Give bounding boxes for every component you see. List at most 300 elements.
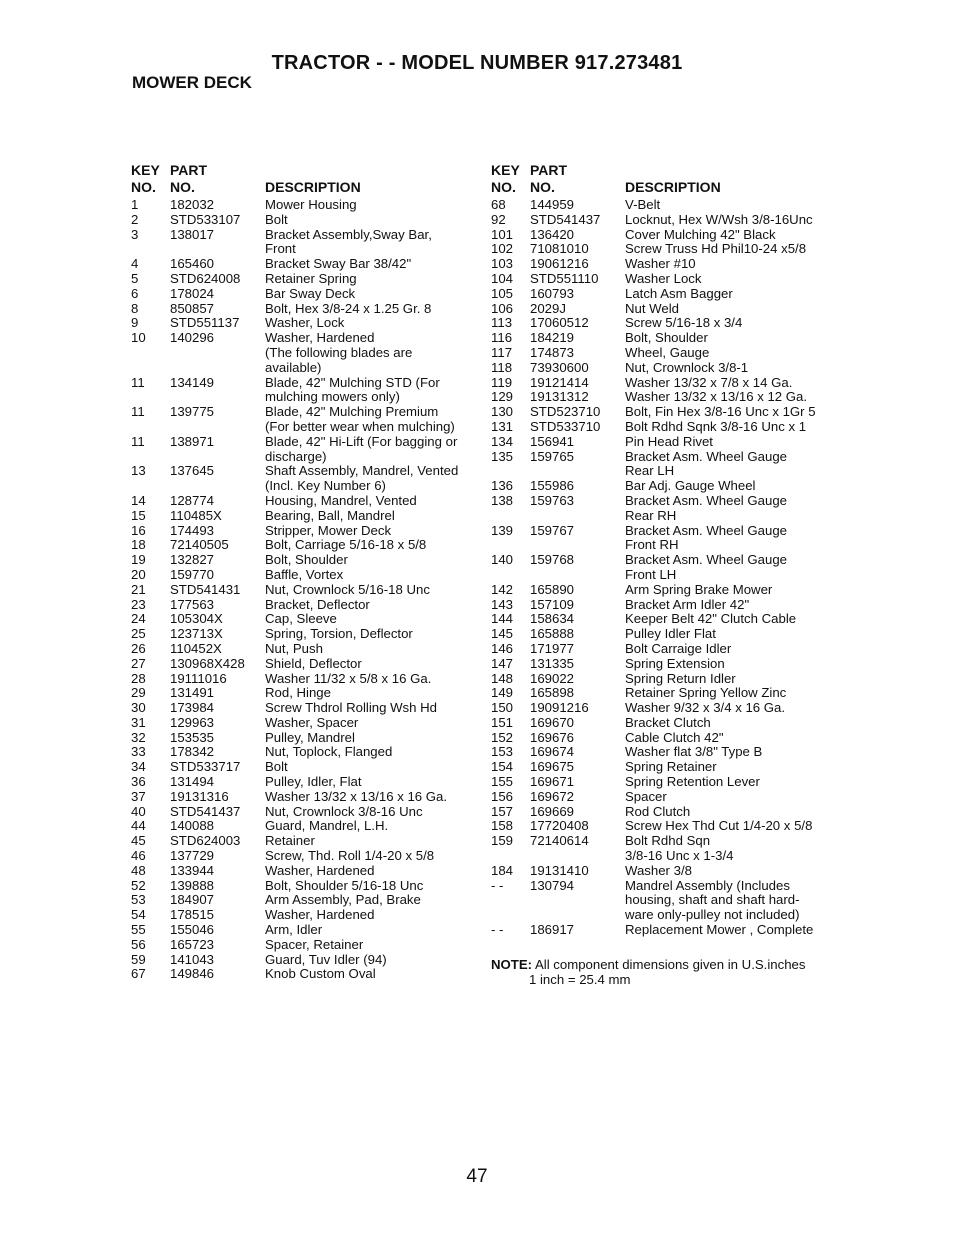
table-row: [131, 760, 476, 775]
part-description: [625, 612, 836, 627]
table-row: [131, 745, 476, 760]
description-line: Washer #10: [625, 256, 696, 272]
key-number: 103: [491, 256, 514, 272]
description-line: (The following blades are: [265, 344, 413, 360]
part-description: [265, 893, 476, 908]
key-number: 2: [131, 211, 139, 227]
table-row: [491, 420, 836, 435]
part-description: [625, 479, 836, 494]
part-number: 140296: [170, 330, 215, 346]
table-row: [491, 287, 836, 302]
part-number: 169669: [530, 803, 575, 819]
table-row: [491, 583, 836, 598]
part-description: [265, 598, 476, 613]
table-row: [131, 583, 476, 598]
part-description: [625, 745, 836, 760]
key-number: 3: [131, 226, 139, 242]
key-number: 16: [131, 522, 146, 538]
table-row: [131, 923, 476, 938]
key-number: 146: [491, 640, 514, 656]
table-row: [491, 805, 836, 820]
key-number: 25: [131, 626, 146, 642]
description-line: Screw, Thd. Roll 1/4-20 x 5/8: [265, 848, 435, 864]
table-row: [491, 598, 836, 613]
description-line: Bolt, Fin Hex 3/8-16 Unc x 1Gr 5: [625, 404, 816, 420]
key-number: 20: [131, 566, 146, 582]
part-description: [625, 257, 836, 272]
description-line: Spring Retention Lever: [625, 774, 760, 790]
description-line: Bolt: [265, 211, 288, 227]
description-line: Bracket Asm. Wheel Gauge: [625, 552, 787, 568]
description-line: Blade, 42" Mulching STD (For: [265, 374, 440, 390]
key-number: 148: [491, 670, 514, 686]
description-line: Bolt Carraige Idler: [625, 640, 732, 656]
part-description: [265, 790, 476, 805]
page-number: 47: [466, 1166, 488, 1187]
part-number: 19131312: [530, 389, 589, 405]
part-description: [625, 405, 836, 420]
table-row: [491, 834, 836, 864]
part-number: 19121414: [530, 374, 589, 390]
part-number: 131335: [530, 655, 575, 671]
table-row: [491, 864, 836, 879]
part-description: [625, 287, 836, 302]
table-row: [131, 908, 476, 923]
part-number: 160793: [530, 285, 575, 301]
part-number: 123713X: [170, 626, 223, 642]
part-number: 169676: [530, 729, 575, 745]
description-line: Nut Weld: [625, 300, 679, 316]
key-number: 54: [131, 907, 146, 923]
part-description: [625, 657, 836, 672]
description-line: Spacer, Retainer: [265, 936, 364, 952]
part-description: [625, 686, 836, 701]
description-line: 3/8-16 Unc x 1-3/4: [625, 848, 734, 864]
part-description: [625, 553, 836, 583]
table-row: [131, 672, 476, 687]
table-row: [131, 213, 476, 228]
table-row: [491, 346, 836, 361]
part-description: [265, 908, 476, 923]
key-number: 9: [131, 315, 139, 331]
table-row: [491, 627, 836, 642]
table-row: [131, 731, 476, 746]
part-number: 72140614: [530, 833, 589, 849]
part-number: 169675: [530, 759, 575, 775]
parts-table-left: [131, 162, 476, 982]
description-line: Stripper, Mower Deck: [265, 522, 392, 538]
key-number: 117: [491, 344, 513, 360]
part-number: 156941: [530, 433, 575, 449]
description-line: (Incl. Key Number 6): [265, 478, 386, 494]
key-number: 150: [491, 700, 514, 716]
key-number: 147: [491, 655, 514, 671]
description-line: Arm Spring Brake Mower: [625, 581, 773, 597]
description-line: Nut, Crownlock 5/16-18 Unc: [265, 581, 430, 597]
part-number: 158634: [530, 611, 575, 627]
table-row: [131, 553, 476, 568]
description-line: Bar Sway Deck: [265, 285, 356, 301]
parts-list: [131, 198, 476, 982]
part-description: [265, 627, 476, 642]
key-number: 4: [131, 256, 139, 272]
part-description: [265, 805, 476, 820]
part-description: [265, 745, 476, 760]
part-description: [265, 435, 476, 465]
key-number: 118: [491, 359, 513, 375]
part-number: 144959: [530, 197, 575, 212]
part-number: 19131316: [170, 788, 229, 804]
key-number: 144: [491, 611, 514, 627]
key-number: 27: [131, 655, 146, 671]
description-line: Bracket Assembly,Sway Bar,: [265, 226, 432, 242]
part-number: 155046: [170, 922, 215, 938]
key-number: 10: [131, 330, 146, 346]
description-line: Rear RH: [625, 507, 677, 523]
part-number: STD541437: [530, 211, 601, 227]
key-number: 24: [131, 611, 146, 627]
part-description: [265, 272, 476, 287]
part-description: [265, 879, 476, 894]
description-line: Bracket Asm. Wheel Gauge: [625, 448, 787, 464]
part-description: [625, 316, 836, 331]
table-row: [131, 509, 476, 524]
table-row: [491, 361, 836, 376]
part-number: STD541431: [170, 581, 241, 597]
part-number: STD541437: [170, 803, 241, 819]
table-row: [131, 686, 476, 701]
description-line: Rod, Hinge: [265, 685, 331, 701]
part-description: [265, 257, 476, 272]
part-number: 178024: [170, 285, 215, 301]
part-number: 19091216: [530, 700, 589, 716]
key-number: 37: [131, 788, 146, 804]
table-row: [131, 805, 476, 820]
part-number: 139775: [170, 404, 215, 420]
table-row: [131, 316, 476, 331]
description-line: Pin Head Rivet: [625, 433, 713, 449]
part-description: [265, 760, 476, 775]
part-number: 184219: [530, 330, 575, 346]
key-number: 119: [491, 374, 513, 390]
part-description: [625, 302, 836, 317]
part-number: 174493: [170, 522, 215, 538]
key-no-header: KEY NO.: [491, 162, 520, 195]
description-header: DESCRIPTION: [625, 179, 721, 195]
description-line: available): [265, 359, 322, 375]
part-description: [265, 657, 476, 672]
key-number: 138: [491, 492, 514, 508]
part-number: 169022: [530, 670, 575, 686]
part-description: [625, 627, 836, 642]
part-number: 165890: [530, 581, 575, 597]
description-line: Cover Mulching 42" Black: [625, 226, 776, 242]
table-row: [491, 302, 836, 317]
part-number: 138971: [170, 433, 215, 449]
table-row: [491, 198, 836, 213]
description-line: Bolt, Shoulder: [625, 330, 708, 346]
description-line: Bracket Asm. Wheel Gauge: [625, 522, 787, 538]
description-line: Washer, Hardened: [265, 862, 375, 878]
key-number: 92: [491, 211, 506, 227]
table-row: [131, 568, 476, 583]
part-description: [265, 331, 476, 375]
key-number: 155: [491, 774, 514, 790]
part-number: 155986: [530, 478, 575, 494]
part-description: [625, 583, 836, 598]
description-line: Screw Thdrol Rolling Wsh Hd: [265, 700, 437, 716]
part-description: [625, 376, 836, 391]
description-line: Retainer: [265, 833, 315, 849]
table-row: [131, 287, 476, 302]
description-line: discharge): [265, 448, 327, 464]
table-row: [131, 938, 476, 953]
table-header: [131, 162, 476, 198]
description-line: Nut, Push: [265, 640, 323, 656]
description-line: (For better wear when mulching): [265, 418, 455, 434]
key-number: 116: [491, 330, 513, 346]
description-line: Washer, Hardened: [265, 907, 375, 923]
part-description: [625, 242, 836, 257]
table-row: [491, 657, 836, 672]
key-number: 29: [131, 685, 146, 701]
part-description: [265, 672, 476, 687]
table-row: [131, 627, 476, 642]
table-row: [491, 494, 836, 524]
key-number: 53: [131, 892, 146, 908]
key-number: 106: [491, 300, 514, 316]
part-number: STD533710: [530, 418, 601, 434]
part-description: [625, 775, 836, 790]
part-description: [625, 642, 836, 657]
table-row: [131, 642, 476, 657]
part-number: STD533107: [170, 211, 241, 227]
description-line: Pulley, Mandrel: [265, 729, 355, 745]
key-number: 142: [491, 581, 514, 597]
part-description: [625, 331, 836, 346]
table-row: [131, 790, 476, 805]
part-number: 17060512: [530, 315, 589, 331]
table-row: [491, 213, 836, 228]
key-number: 113: [491, 315, 513, 331]
key-number: 152: [491, 729, 514, 745]
table-row: [491, 760, 836, 775]
part-number: 149846: [170, 966, 215, 982]
part-number: 159763: [530, 492, 575, 508]
part-description: [265, 834, 476, 849]
key-number: 30: [131, 700, 146, 716]
part-description: [265, 716, 476, 731]
table-row: [131, 849, 476, 864]
description-line: Locknut, Hex W/Wsh 3/8-16Unc: [625, 211, 813, 227]
table-row: [491, 376, 836, 391]
description-line: Mower Housing: [265, 197, 357, 212]
part-description: [265, 583, 476, 598]
part-number: 134149: [170, 374, 215, 390]
part-description: [625, 346, 836, 361]
part-description: [625, 435, 836, 450]
table-row: [491, 272, 836, 287]
key-number: 31: [131, 714, 146, 730]
description-line: Nut, Crownlock 3/8-16 Unc: [265, 803, 423, 819]
description-line: Bolt, Shoulder: [265, 552, 348, 568]
description-line: Spring Return Idler: [625, 670, 736, 686]
part-description: [265, 302, 476, 317]
part-number: 19061216: [530, 256, 589, 272]
table-row: [131, 538, 476, 553]
table-row: [491, 923, 836, 938]
description-line: Washer, Lock: [265, 315, 345, 331]
dimension-note: [491, 957, 836, 987]
description-line: Rod Clutch: [625, 803, 691, 819]
part-number: 177563: [170, 596, 215, 612]
part-description: [265, 775, 476, 790]
part-description: [265, 405, 476, 435]
table-row: [131, 864, 476, 879]
description-line: Shield, Deflector: [265, 655, 362, 671]
part-description: [625, 228, 836, 243]
key-number: 36: [131, 774, 146, 790]
table-row: [491, 819, 836, 834]
description-line: Spacer: [625, 788, 667, 804]
description-line: Keeper Belt 42" Clutch Cable: [625, 611, 797, 627]
part-number: 138017: [170, 226, 215, 242]
part-number: 165898: [530, 685, 575, 701]
part-number: 132827: [170, 552, 215, 568]
description-line: Spring, Torsion, Deflector: [265, 626, 413, 642]
table-row: [131, 464, 476, 494]
description-line: Washer 11/32 x 5/8 x 16 Ga.: [265, 670, 432, 686]
description-line: Housing, Mandrel, Vented: [265, 492, 417, 508]
key-number: 56: [131, 936, 146, 952]
table-row: [131, 228, 476, 258]
table-header: [491, 162, 836, 198]
part-number: 153535: [170, 729, 215, 745]
description-header: DESCRIPTION: [265, 179, 361, 195]
part-number: 131491: [170, 685, 215, 701]
part-description: [625, 923, 836, 938]
part-number: 182032: [170, 197, 215, 212]
table-row: [131, 494, 476, 509]
table-row: [131, 198, 476, 213]
part-number: 184907: [170, 892, 215, 908]
part-number: 159765: [530, 448, 575, 464]
key-number: 151: [491, 714, 514, 730]
part-number: 186917: [530, 922, 575, 938]
description-line: Cap, Sleeve: [265, 611, 337, 627]
part-description: [265, 464, 476, 494]
description-line: Bar Adj. Gauge Wheel: [625, 478, 756, 494]
key-number: 130: [491, 404, 514, 420]
table-row: [131, 819, 476, 834]
description-line: Washer, Hardened: [265, 330, 375, 346]
table-row: [131, 272, 476, 287]
part-number: 139888: [170, 877, 215, 893]
description-line: Replacement Mower , Complete: [625, 922, 814, 938]
part-description: [265, 538, 476, 553]
part-number: 174873: [530, 344, 575, 360]
part-number: 169671: [530, 774, 575, 790]
part-description: [625, 805, 836, 820]
part-description: [265, 376, 476, 406]
description-line: Guard, Mandrel, L.H.: [265, 818, 389, 834]
part-number: 850857: [170, 300, 215, 316]
key-number: 104: [491, 270, 514, 286]
key-number: 44: [131, 818, 146, 834]
description-line: Washer 13/32 x 7/8 x 14 Ga.: [625, 374, 793, 390]
part-description: [625, 790, 836, 805]
table-row: [491, 257, 836, 272]
part-number: 19111016: [170, 670, 227, 686]
part-description: [625, 198, 836, 213]
part-description: [265, 228, 476, 258]
key-number: 67: [131, 966, 146, 982]
part-number: 173984: [170, 700, 215, 716]
description-line: Cable Clutch 42": [625, 729, 724, 745]
description-line: Washer 3/8: [625, 862, 692, 878]
description-line: Spring Extension: [625, 655, 725, 671]
description-line: Knob Custom Oval: [265, 966, 376, 982]
key-number: 11: [131, 433, 145, 449]
part-number: 71081010: [530, 241, 589, 257]
table-row: [491, 731, 836, 746]
part-number: 2029J: [530, 300, 566, 316]
table-row: [491, 228, 836, 243]
part-description: [265, 923, 476, 938]
table-row: [131, 331, 476, 375]
table-row: [131, 967, 476, 982]
part-number: 136420: [530, 226, 575, 242]
table-row: [131, 302, 476, 317]
description-line: Screw 5/16-18 x 3/4: [625, 315, 743, 331]
part-description: [625, 701, 836, 716]
part-description: [265, 819, 476, 834]
table-row: [131, 612, 476, 627]
table-row: [131, 775, 476, 790]
part-description: [625, 390, 836, 405]
part-number: 110485X: [170, 507, 222, 523]
key-number: 184: [491, 862, 514, 878]
key-number: 14: [131, 492, 146, 508]
key-number: 23: [131, 596, 146, 612]
key-number: 139: [491, 522, 514, 538]
description-line: Latch Asm Bagger: [625, 285, 733, 301]
table-row: [491, 612, 836, 627]
description-line: Bolt Rdhd Sqn: [625, 833, 711, 849]
key-number: 28: [131, 670, 146, 686]
description-line: Bolt Rdhd Sqnk 3/8-16 Unc x 1: [625, 418, 807, 434]
part-description: [265, 287, 476, 302]
key-number: 32: [131, 729, 146, 745]
key-number: 156: [491, 788, 514, 804]
description-line: mulching mowers only): [265, 389, 400, 405]
part-number: 159768: [530, 552, 575, 568]
part-number: 171977: [530, 640, 575, 656]
key-number: 158: [491, 818, 514, 834]
key-number: 34: [131, 759, 146, 775]
key-number: 11: [131, 374, 145, 390]
key-number: 129: [491, 389, 514, 405]
key-number: 59: [131, 951, 146, 967]
table-row: [131, 893, 476, 908]
description-line: Nut, Crownlock 3/8-1: [625, 359, 749, 375]
part-number: 165460: [170, 256, 215, 272]
description-line: Bolt: [265, 759, 288, 775]
description-line: Retainer Spring: [265, 270, 357, 286]
parts-table-right: [491, 162, 836, 987]
description-line: Front: [265, 241, 296, 257]
part-description: [625, 213, 836, 228]
